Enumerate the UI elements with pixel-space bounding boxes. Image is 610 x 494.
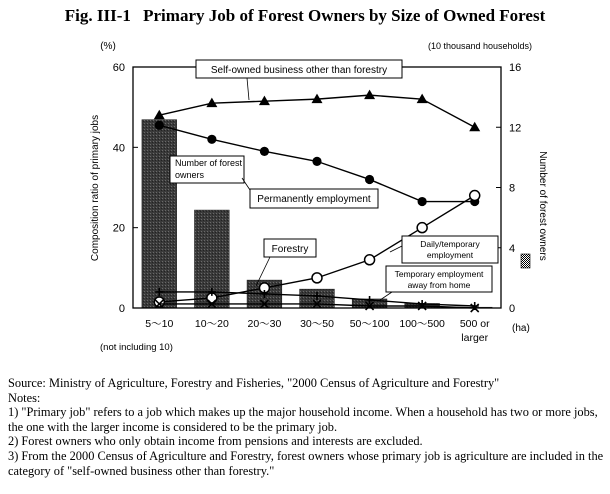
left-tick-label: 0 <box>118 303 125 315</box>
x-tick-label: 30～50 <box>300 318 334 330</box>
x-tick-label: 5～10 <box>145 318 174 330</box>
left-tick-label: 40 <box>112 142 125 155</box>
marker-permanently-employment <box>312 157 321 166</box>
x-tick-label: 10～20 <box>194 318 229 330</box>
annotation-temporary <box>380 266 492 300</box>
marker-self-owned-business-other-than-forestry <box>364 90 375 100</box>
marker-permanently-employment <box>418 197 427 206</box>
figure-title-text: Primary Job of Forest Owners by Size of Owned Forest <box>143 6 546 25</box>
annotation-permanent <box>242 178 378 208</box>
note-2: 2) Forest owners who only obtain income from pensions and interests are excluded. <box>8 434 423 449</box>
x-axis-labels <box>145 318 490 344</box>
note-1: 1) "Primary job" refers to a job which makes up the major household income. When a household has two or more jobs, the one with the larger income is considered to be the primary job. <box>8 405 598 434</box>
bar-legend-swatch <box>521 254 530 268</box>
right-axis-unit: (10 thousand households) <box>427 41 533 51</box>
right-tick-label: 16 <box>509 62 522 74</box>
annotation-self-owned-text: Self-owned business other than forestry <box>210 65 388 76</box>
annotation-temporary-line2: away from home <box>407 280 471 290</box>
x-tick-label: 20～30 <box>247 318 282 330</box>
right-tick-label: 0 <box>509 303 516 315</box>
left-axis-ticks <box>113 62 138 315</box>
left-tick-label: 60 <box>112 62 125 74</box>
marker-permanently-employment <box>260 147 269 156</box>
annotation-forestry <box>256 239 316 286</box>
marker-permanently-employment <box>365 175 374 184</box>
annotation-permanent-text: Permanently employment <box>257 194 371 205</box>
annotation-temporary-line1: Temporary employment <box>394 269 484 279</box>
marker-permanently-employment <box>155 121 164 130</box>
marker-daily-temporary-employment <box>154 297 164 307</box>
right-axis-label: Number of forest owners <box>537 151 548 261</box>
x-axis-unit: (ha) <box>512 323 530 334</box>
bar-forest-owners <box>142 120 177 308</box>
left-tick-label: 20 <box>112 222 125 235</box>
annotation-forest-owners-line1: Number of forest <box>175 158 243 168</box>
annotation-daily-line2: employment <box>426 250 474 260</box>
marker-permanently-employment <box>207 135 216 144</box>
figure-number: Fig. III-1 <box>64 6 131 25</box>
marker-daily-temporary-employment <box>417 223 427 233</box>
marker-daily-temporary-employment <box>365 255 375 265</box>
marker-daily-temporary-employment <box>470 191 480 201</box>
annotation-daily-line1: Daily/temporary <box>420 239 480 249</box>
right-axis-ticks <box>496 62 521 315</box>
left-axis-label: Composition ratio of primary jobs <box>90 114 101 262</box>
annotation-forest-owners-line2: owners <box>175 170 205 180</box>
category-note: (not including 10) <box>100 342 173 353</box>
x-tick-label: 50～100 <box>349 318 390 330</box>
x-tick-label: 500 or <box>459 318 490 330</box>
notes-block <box>8 376 606 478</box>
marker-self-owned-business-other-than-forestry <box>469 122 480 132</box>
notes-heading: Notes: <box>8 390 41 405</box>
right-tick-label: 4 <box>509 242 516 255</box>
note-3: 3) From the 2000 Census of Agriculture and Forestry, forest owners whose primary job is agriculture are included in the category of "self-owned business other than forestry." <box>8 448 604 478</box>
right-tick-label: 12 <box>509 122 522 135</box>
annotation-forest-owners <box>170 156 244 183</box>
left-axis-unit: (%) <box>100 41 116 52</box>
x-tick-label: 100～500 <box>399 318 445 330</box>
annotation-daily <box>390 236 498 263</box>
annotation-forestry-text: Forestry <box>271 244 309 255</box>
x-tick-label: larger <box>461 332 489 344</box>
source-line: Source: Ministry of Agriculture, Forestry and Fisheries, "2000 Census of Agriculture and Forestry" <box>8 376 500 390</box>
marker-daily-temporary-employment <box>312 273 322 283</box>
right-tick-label: 8 <box>509 182 516 195</box>
